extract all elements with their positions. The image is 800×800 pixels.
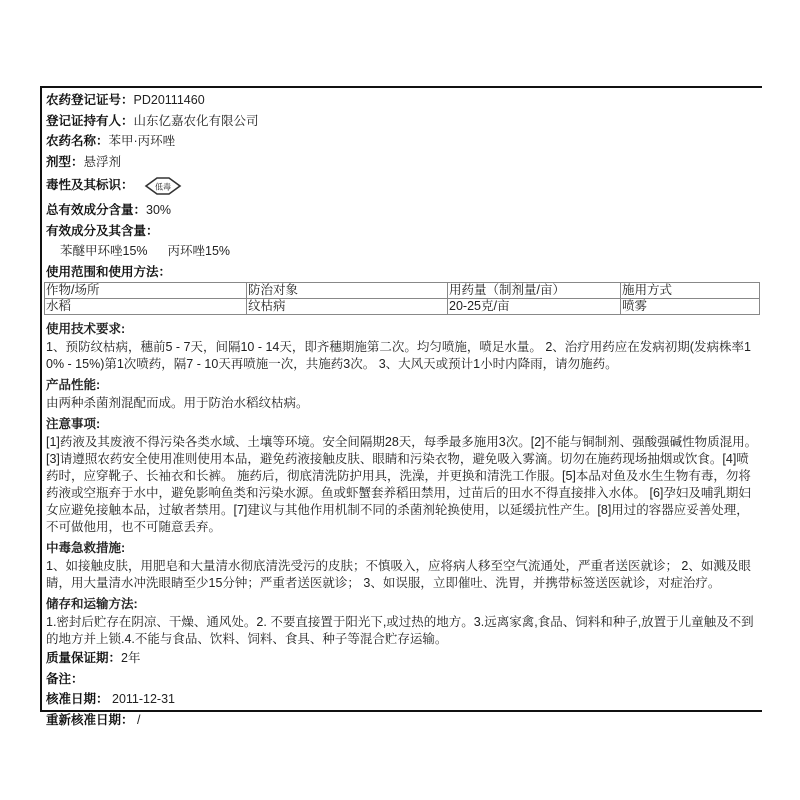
registration-number-row: 农药登记证号：PD20111460 (46, 93, 205, 107)
ingredients-list (46, 241, 758, 262)
tech-heading: 使用技术要求: (46, 322, 126, 336)
storage-text: 1.密封后贮存在阴凉、干燥、通风处。2. 不要直接置于阳光下,或过热的地方。3.远离家禽,食品、饲料和种子,放置于儿童触及不到的地方并上锁.4.不能与食品、饮料、饲料、食具、种子等混合贮存运输。 (46, 615, 754, 646)
table-cell: 水稻 (45, 299, 247, 315)
registration-document (40, 86, 762, 727)
header-cell: 防治对象 (247, 283, 448, 299)
table-row (45, 299, 760, 315)
storage-heading: 储存和运输方法: (46, 597, 138, 611)
header-cell: 用药量（制剂量/亩） (448, 283, 621, 299)
total-content-row: 总有效成分含量：30% (46, 203, 172, 217)
shelf-life-row: 质量保证期：2年 (46, 651, 141, 665)
remarks-row: 备注： (46, 671, 84, 686)
first-aid-text: 1、如接触皮肤，用肥皂和大量清水彻底清洗受污的皮肤；不慎吸入，应将病人移至空气流通处，严重者送医就诊； 2、如溅及眼睛，用大量清水冲洗眼睛至少15分钟；严重者送医就诊； 3、如误服，立即催吐、洗胃，并携带标签送医就诊，对症治疗。 (46, 559, 751, 590)
ingredients-heading: 有效成分及其含量： (46, 223, 159, 238)
header-cell: 作物/场所 (45, 283, 247, 299)
holder-row: 登记证持有人：山东亿嘉农化有限公司 (46, 113, 259, 128)
performance-heading: 产品性能: (46, 378, 101, 392)
low-toxicity-badge-icon (144, 176, 182, 196)
table-cell: 20-25克/亩 (448, 299, 621, 315)
approval-date-row: 核准日期： 2011-12-31 (46, 692, 176, 706)
svg-text:低毒: 低毒 (154, 182, 171, 192)
ingredient-item: 丙环唑15% (167, 244, 231, 258)
table-cell: 纹枯病 (247, 299, 448, 315)
tech-text: 1、预防纹枯病，穗前5 - 7天，间隔10 - 14天，即齐穗期施第二次。均匀喷施，喷足水量。 2、治疗用药应在发病初期(发病株率10% - 15%)第1次喷药，隔7 - 10天再喷施一次，共施药3次。 3、大风天或预计1小时内降雨，请勿施药。 (46, 340, 751, 371)
precautions-heading: 注意事项: (46, 417, 101, 431)
header-cell: 施用方式 (621, 283, 760, 299)
toxicity-row: 毒性及其标识： 低毒 (46, 172, 758, 200)
precautions-text: [1]药液及其废液不得污染各类水域、土壤等环境。安全间隔期28天，每季最多施用3次。[2]不能与铜制剂、强酸强碱性物质混用。[3]请遵照农药安全使用准则使用本品，避免药液接触皮肤、眼睛和污染衣物，避免吸入雾滴。切勿在施药现场抽烟或饮食。[4]喷药时，应穿靴子、长袖衣和长裤。 施药后，彻底清洗防护用具，洗澡，并更换和清洗工作服。[5]本品对鱼及水生生物有毒，勿将药液或空瓶弃于水中，避免影响鱼类和污染水源。鱼或虾蟹套养稻田禁用，过苗后的田水不得直接排入水体。 [6]孕妇及哺乳期妇女应避免接触本品，过敏者禁用。[7]建议与其他作用机制不同的杀菌剂轮换使用，以延缓抗性产生。[8]用过的容器应妥善处理，不可做他用，也不可随意丢弃。 (46, 435, 758, 534)
ingredient-item: 苯醚甲环唑15% (60, 244, 148, 258)
first-aid-heading: 中毒急救措施: (46, 541, 126, 555)
usage-heading: 使用范围和使用方法： (46, 264, 172, 279)
name-row: 农药名称：苯甲·丙环唑 (46, 134, 176, 148)
reapproval-date-row: 重新核准日期： / (46, 712, 141, 727)
performance-text: 由两种杀菌剂混配而成。用于防治水稻纹枯病。 (46, 396, 309, 410)
formulation-row: 剂型：悬浮剂 (46, 154, 122, 169)
table-header-row (45, 283, 760, 299)
usage-table (44, 282, 760, 315)
table-cell: 喷雾 (621, 299, 760, 315)
